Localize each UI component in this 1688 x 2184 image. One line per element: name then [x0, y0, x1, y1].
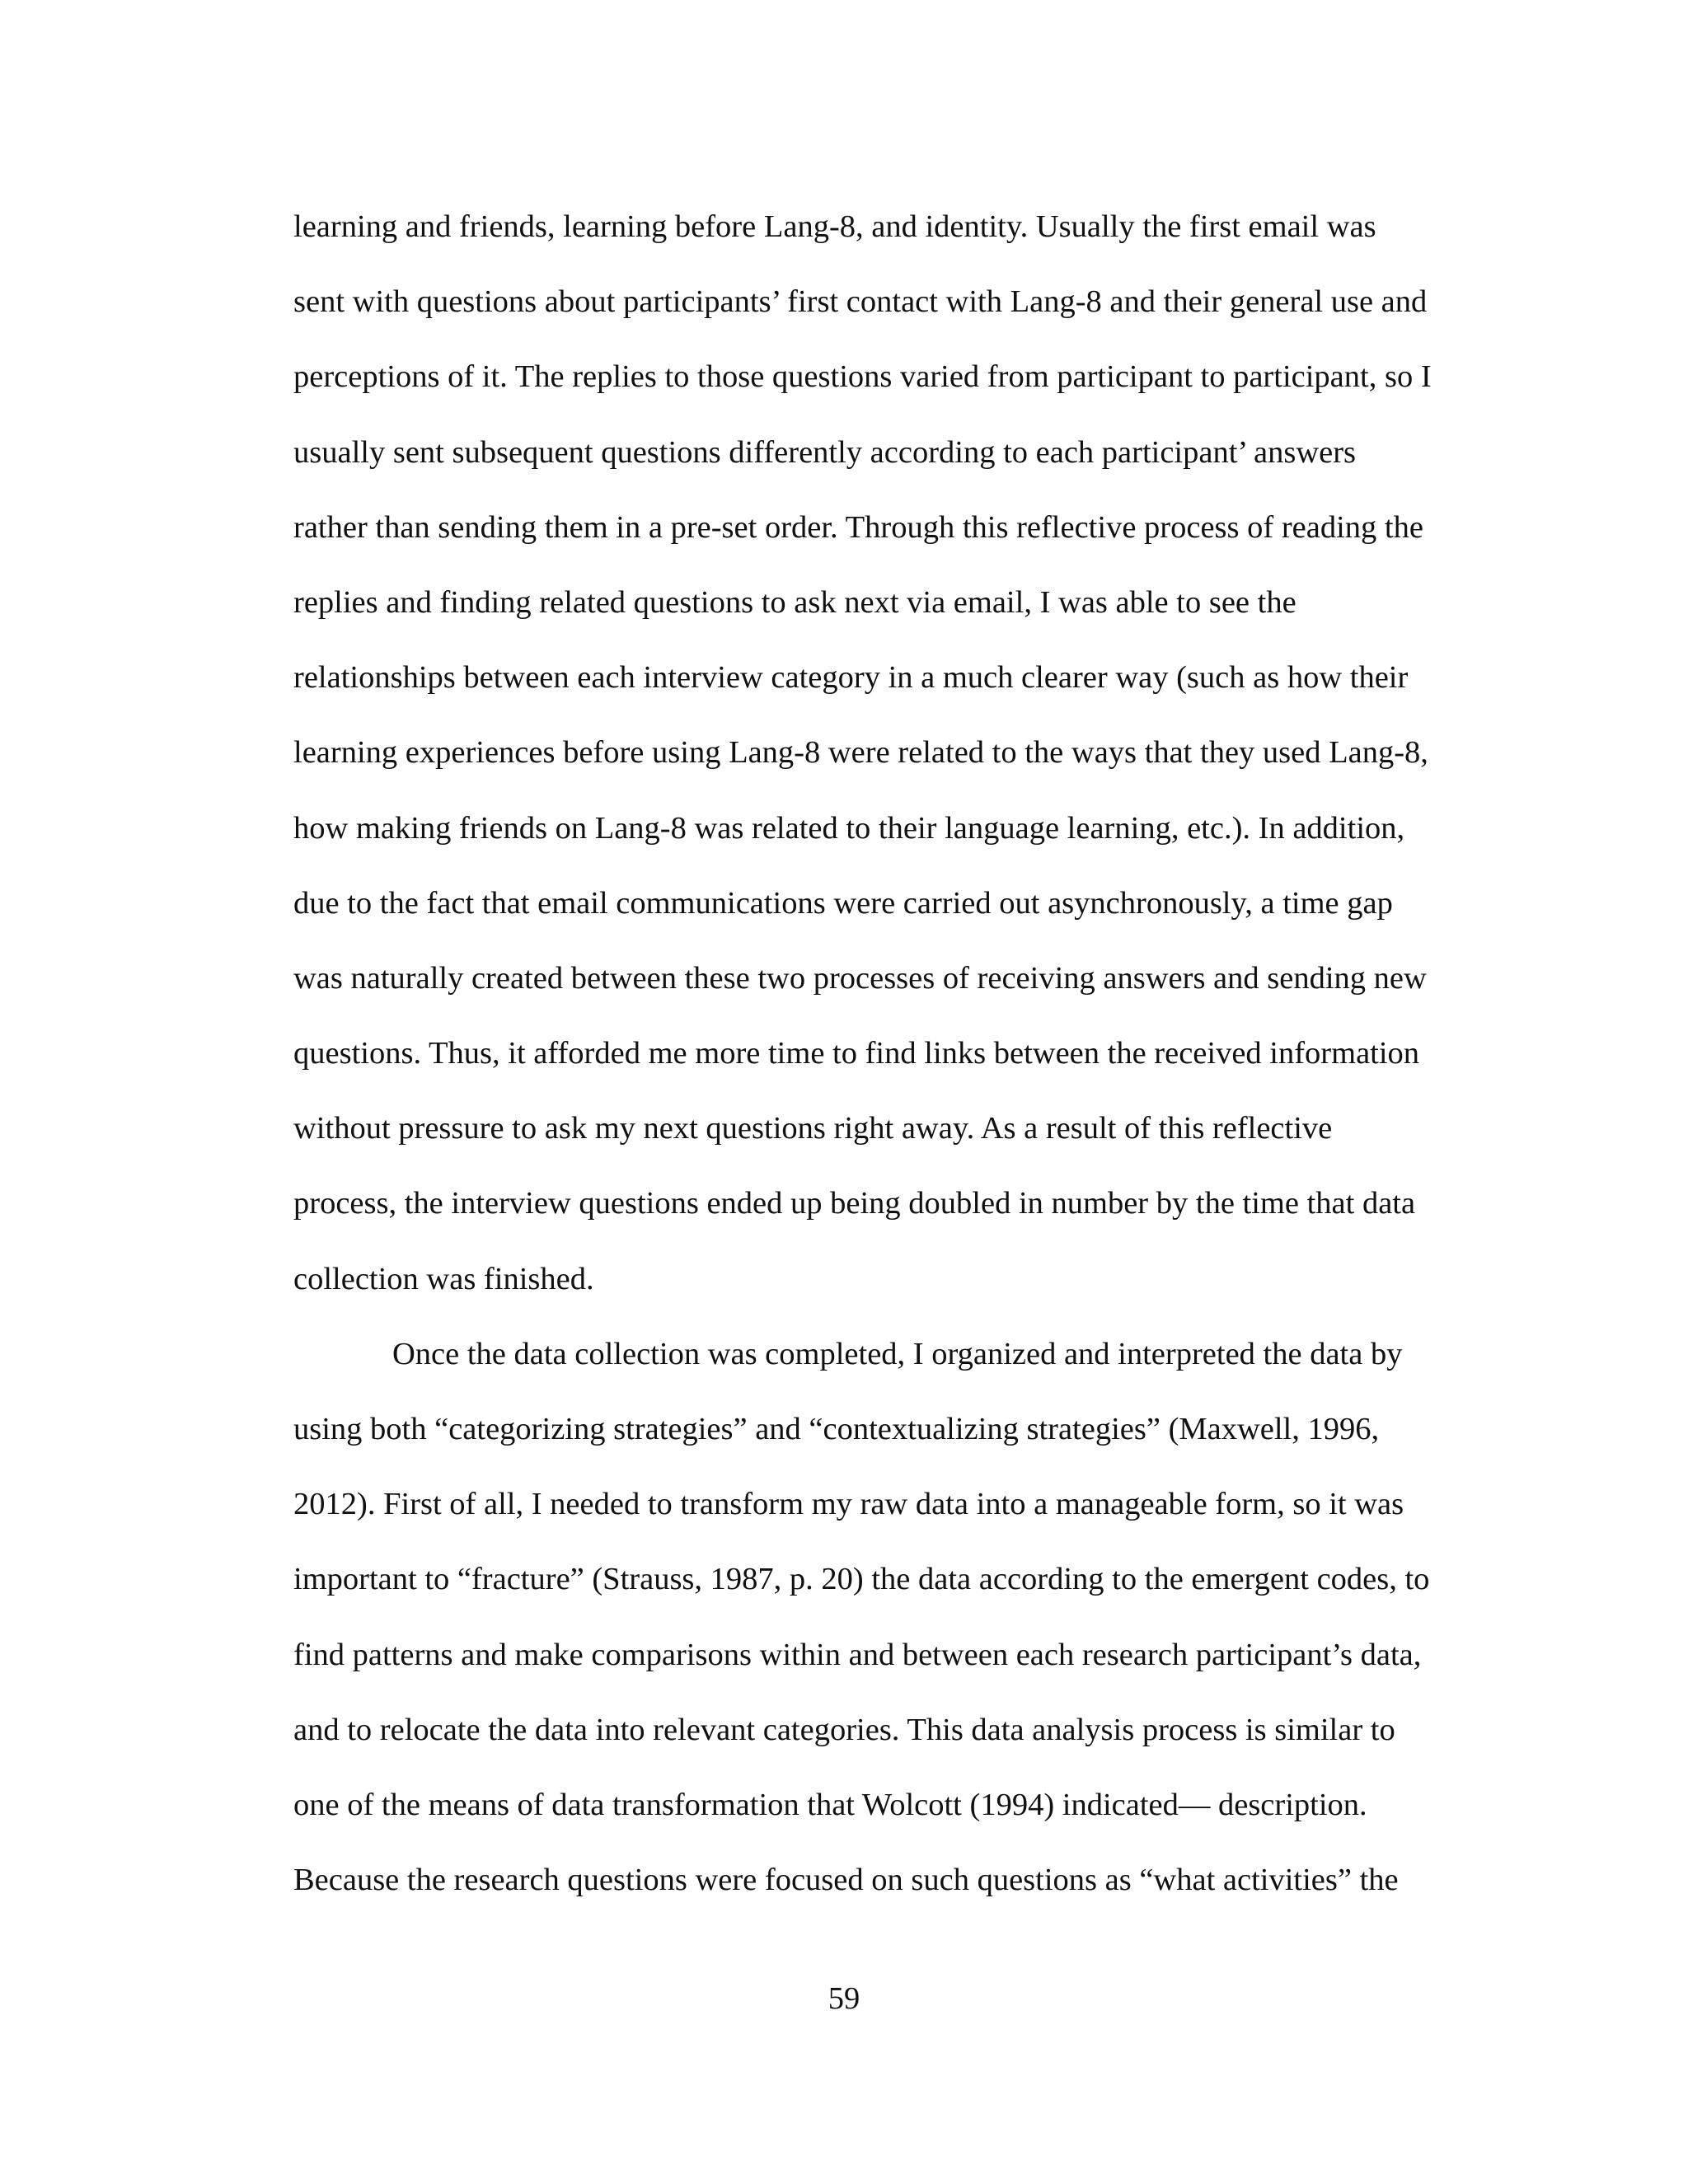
text-line: replies and finding related questions to ask next via email, I was able to see the [293, 584, 1296, 620]
paragraph [293, 190, 1480, 1317]
text-line: Because the research questions were focused on such questions as “what activities” the [293, 1863, 1399, 1898]
paragraph [293, 1317, 1480, 1919]
text-line: without pressure to ask my next questions right away. As a result of this reflective [293, 1111, 1333, 1146]
text-line: sent with questions about participants’ first contact with Lang-8 and their general use and [293, 284, 1428, 320]
text-line: perceptions of it. The replies to those questions varied from participant to participant, so I [293, 359, 1432, 395]
text-line: learning experiences before using Lang-8 were related to the ways that they used Lang-8, [293, 735, 1428, 771]
text-line: Once the data collection was completed, I organized and interpreted the data by [392, 1336, 1403, 1371]
page-number: 59 [828, 1981, 860, 2016]
text-line: due to the fact that email communications were carried out asynchronously, a time gap [293, 885, 1393, 921]
text-line: one of the means of data transformation that Wolcott (1994) indicated— description. [293, 1787, 1367, 1822]
text-line: questions. Thus, it afforded me more time to find links between the received information [293, 1036, 1420, 1071]
text-line: find patterns and make comparisons within and between each research participant’s data, [293, 1637, 1422, 1672]
text-line: process, the interview questions ended up being doubled in number by the time that data [293, 1186, 1416, 1221]
text-line: collection was finished. [293, 1261, 594, 1296]
text-line: usually sent subsequent questions differently according to each participant’ answers [293, 434, 1357, 470]
text-line: how making friends on Lang-8 was related to their language learning, etc.). In addition, [293, 810, 1405, 846]
text-line: important to “fracture” (Strauss, 1987, p. 20) the data according to the emergent codes, to [293, 1562, 1430, 1597]
text-line: using both “categorizing strategies” and “contextualizing strategies” (Maxwell, 1996, [293, 1412, 1380, 1446]
text-line: 2012). First of all, I needed to transform my raw data into a manageable form, so it was [293, 1487, 1404, 1522]
text-line: learning and friends, learning before Lang-8, and identity. Usually the first email was [293, 209, 1376, 244]
text-line: relationships between each interview category in a much clearer way (such as how their [293, 660, 1409, 696]
text-line: was naturally created between these two processes of receiving answers and sending new [293, 960, 1427, 996]
text-line: and to relocate the data into relevant categories. This data analysis process is similar to [293, 1712, 1395, 1747]
body-text [293, 190, 1480, 1918]
text-line: rather than sending them in a pre-set order. Through this reflective process of reading the [293, 509, 1423, 545]
